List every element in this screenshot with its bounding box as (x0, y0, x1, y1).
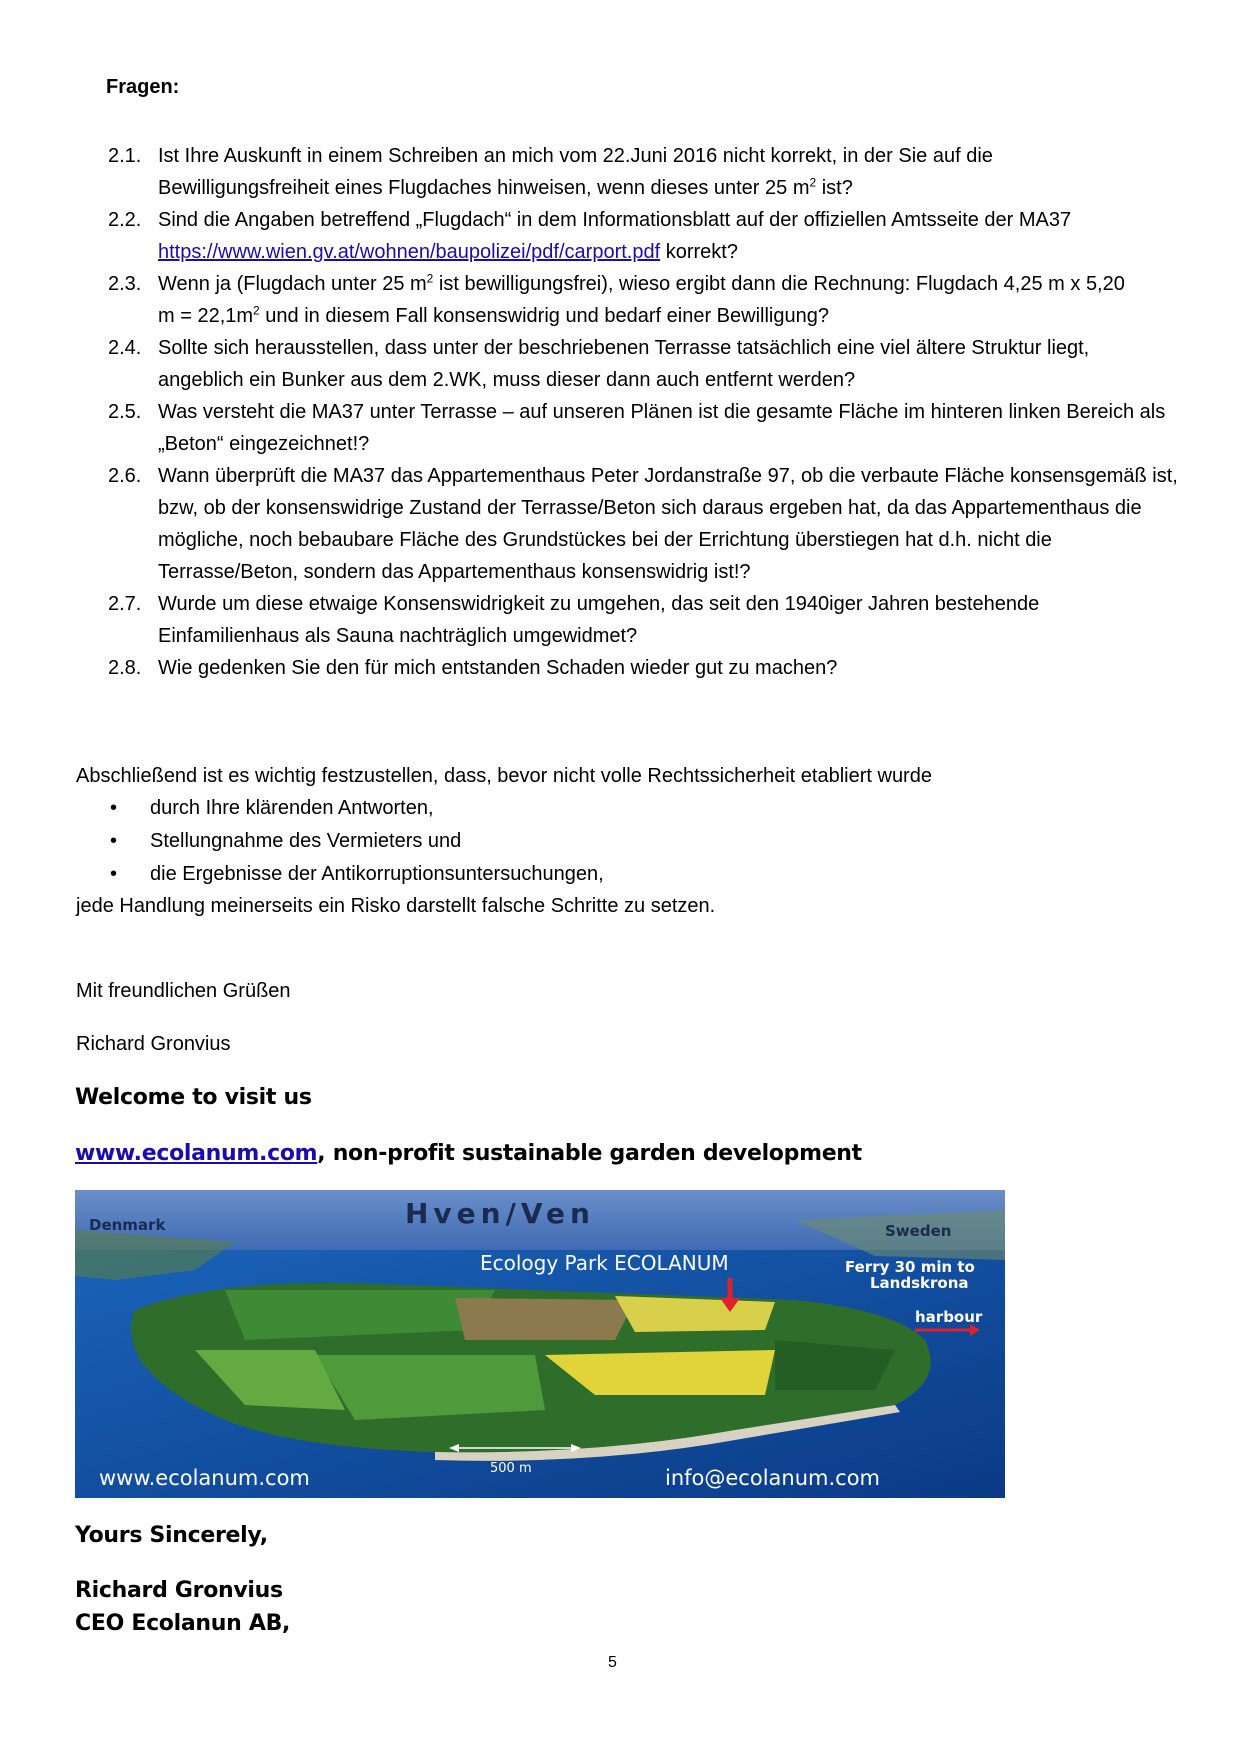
bullet-icon: • (110, 797, 118, 819)
question-text: Wann überprüft die MA37 das Appartementhaus Peter Jordanstraße 97, ob die verbaute Fläche konsensgemäß ist, bzw, ob der konsenswidrige Zustand der Terrasse/Beton sich daraus ergeben hat, da das Appartementhaus die mögliche, noch bebaubare Fläche des Grundstückes bei der Errichtung überstiegen hat d.h. nicht die Terrasse/Beton, sondern das Appartementhaus konsenswidrig ist!? (158, 465, 1178, 583)
outro-paragraph: jede Handlung meinerseits ein Risko darstellt falsche Schritte zu setzen. (76, 895, 716, 917)
question-number: 2.3. (108, 273, 142, 295)
banner-footer-website: www.ecolanum.com (99, 1466, 310, 1490)
question-text: Wurde um diese etwaige Konsenswidrigkeit zu umgehen, das seit den 1940iger Jahren bestehende Einfamilienhaus als Sauna nachträglich umgewidmet? (158, 593, 1040, 647)
bullet-list (110, 792, 604, 891)
welcome-line: Welcome to visit us (75, 1085, 312, 1110)
banner-ferry-line2: Landskrona (870, 1274, 969, 1292)
question-item (108, 396, 1178, 460)
question-text: Wenn ja (Flugdach unter 25 $m^2$ ist bewilligungsfrei), wieso ergibt dann die Rechnung: Flugdach 4,25 m x 5,20 $m = 22,1m^2$ und in diesem Fall konsenswidrig und bedarf einer Bewilligung? (158, 271, 1125, 327)
banner-denmark-label: Denmark (89, 1216, 166, 1234)
ecolanum-banner-image (75, 1190, 1005, 1498)
question-item (108, 588, 1178, 652)
carport-pdf-link[interactable]: https://www.wien.gv.at/wohnen/baupolizei/pdf/carport.pdf (158, 241, 661, 263)
question-number: 2.2. (108, 209, 142, 231)
website-line: www.ecolanum.com, non-profit sustainable garden development (75, 1141, 862, 1166)
banner-harbour-label: harbour (915, 1308, 983, 1326)
question-item (108, 652, 1178, 684)
question-list (108, 140, 1178, 684)
question-item (108, 332, 1178, 396)
signature-title: CEO Ecolanun AB, (75, 1611, 291, 1636)
bullet-icon: • (110, 830, 118, 852)
question-number: 2.5. (108, 401, 142, 423)
banner-scale-label: 500 m (490, 1461, 532, 1476)
field-3 (615, 1296, 775, 1332)
question-number: 2.7. (108, 593, 142, 615)
list-item: • Stellungnahme des Vermieters und (110, 825, 604, 858)
question-text: Sind die Angaben betreffend „Flugdach“ in dem Informationsblatt auf der offiziellen Amtsseite der MA37 https://www.wien.gv.at/wohnen/baupolizei/pdf/carport.pdf korrekt? (158, 209, 1072, 263)
field-5 (315, 1355, 545, 1420)
question-number: 2.6. (108, 465, 142, 487)
list-item: • die Ergebnisse der Antikorruptionsuntersuchungen, (110, 858, 604, 891)
intro-paragraph: Abschließend ist es wichtig festzustellen, dass, bevor nicht volle Rechtssicherheit etabliert wurde (76, 765, 932, 787)
question-item (108, 268, 1178, 332)
banner-footer-email: info@ecolanum.com (665, 1466, 881, 1490)
question-text: Ist Ihre Auskunft in einem Schreiben an mich vom 22.Juni 2016 nicht korrekt, in der Sie auf die Bewilligungsfreiheit eines Flugdaches hinweisen, wenn dieses unter 25 $m^2$ ist? (158, 145, 993, 199)
question-number: 2.1. (108, 145, 142, 167)
page-number: 5 (608, 1654, 617, 1671)
question-text: Was versteht die MA37 unter Terrasse – auf unseren Plänen ist die gesamte Fläche im hinteren linken Bereich als „Beton“ eingezeichnet!? (158, 401, 1166, 455)
signer-name: Richard Gronvius (76, 1033, 231, 1055)
section-heading: Fragen: (106, 76, 180, 98)
banner-ferry-line1: Ferry 30 min to (845, 1258, 975, 1276)
question-item (108, 460, 1178, 588)
bullet-icon: • (110, 863, 118, 885)
list-item: • durch Ihre klärenden Antworten, (110, 792, 604, 825)
signature-name: Richard Gronvius (75, 1578, 283, 1603)
question-item (108, 204, 1178, 268)
question-number: 2.8. (108, 657, 142, 679)
banner-sweden-label: Sweden (885, 1222, 952, 1240)
website-link[interactable]: www.ecolanum.com (75, 1141, 318, 1166)
banner-title: Hven/Ven (405, 1197, 595, 1230)
question-item (108, 140, 1178, 204)
field-2 (455, 1298, 635, 1340)
question-text: Sollte sich herausstellen, dass unter der beschriebenen Terrasse tatsächlich eine viel ältere Struktur liegt, angeblich ein Bunker aus dem 2.WK, muss dieser dann auch entfernt werden? (158, 337, 1090, 391)
yours-sincerely: Yours Sincerely, (75, 1523, 268, 1548)
question-number: 2.4. (108, 337, 142, 359)
banner-park-label: Ecology Park ECOLANUM (480, 1251, 729, 1275)
closing-salutation: Mit freundlichen Grüßen (76, 980, 291, 1002)
question-text: Wie gedenken Sie den für mich entstanden Schaden wieder gut zu machen? (158, 657, 838, 679)
